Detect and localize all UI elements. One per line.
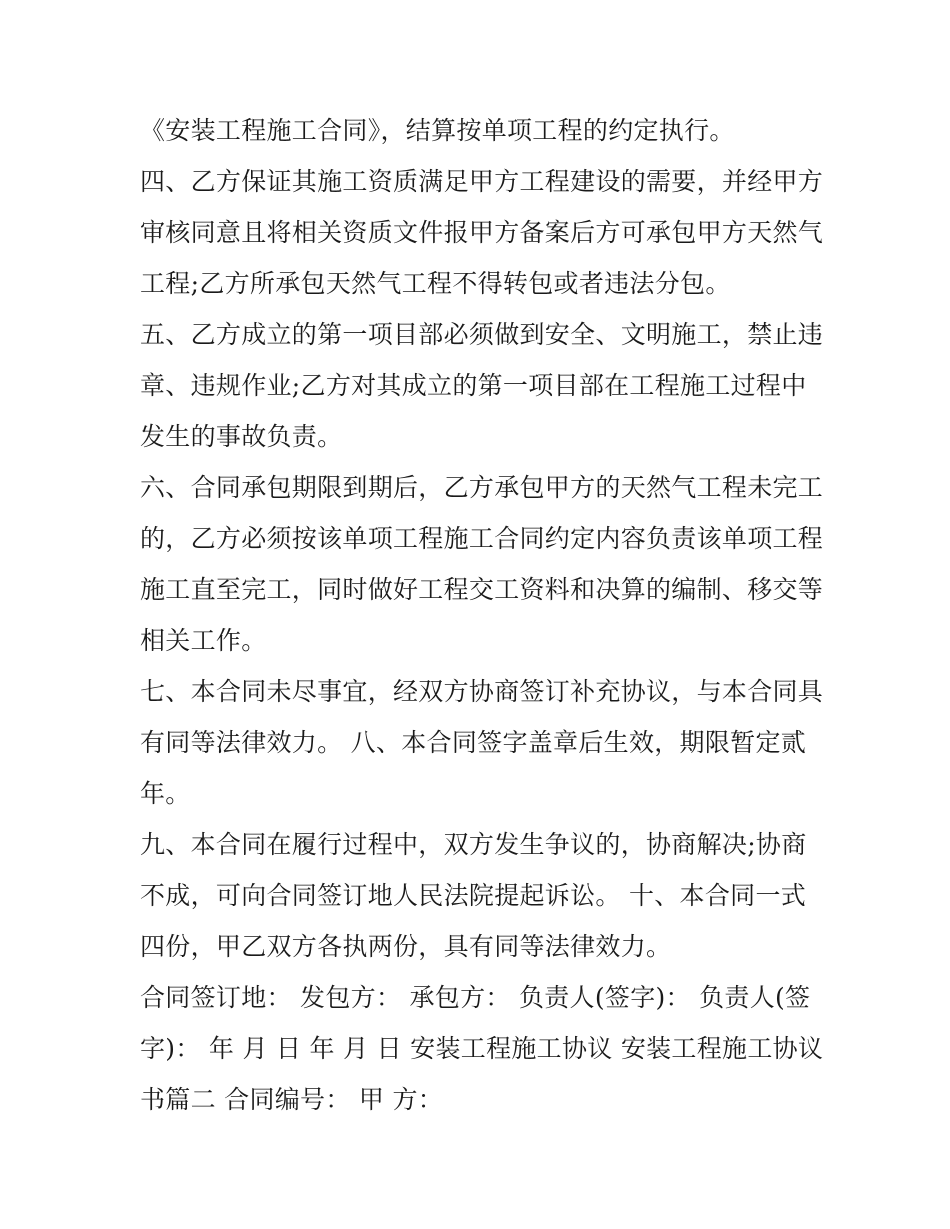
text-line: 有同等法律效力。 八、本合同签字盖章后生效，期限暂定贰 <box>140 728 807 757</box>
paragraph-clause-4 <box>140 156 824 309</box>
text-line: 发生的事故负责。 <box>140 422 343 451</box>
document-body <box>140 105 824 1125</box>
text-line: 审核同意且将相关资质文件报甲方备案后方可承包甲方天然气 <box>140 218 824 247</box>
paragraph-signature-block <box>140 972 824 1125</box>
text-line: 章、违规作业;乙方对其成立的第一项目部在工程施工过程中 <box>140 371 807 400</box>
paragraph-clause-6 <box>140 462 824 666</box>
text-line: 施工直至完工，同时做好工程交工资料和决算的编制、移交等 <box>140 575 824 604</box>
text-line: 相关工作。 <box>140 626 267 655</box>
text-line: 书篇二 合同编号： 甲 方： <box>140 1085 444 1114</box>
text-line: 年。 <box>140 779 191 808</box>
text-line: 不成，可向合同签订地人民法院提起诉讼。 十、本合同一式 <box>140 881 807 910</box>
paragraph-clause-5 <box>140 309 824 462</box>
text-line: 的，乙方必须按该单项工程施工合同约定内容负责该单项工程 <box>140 524 824 553</box>
text-line: 《安装工程施工合同》，结算按单项工程的约定执行。 <box>140 116 735 145</box>
text-line: 工程;乙方所承包天然气工程不得转包或者违法分包。 <box>140 269 731 298</box>
text-line: 九、本合同在履行过程中，双方发生争议的，协商解决;协商 <box>140 830 807 859</box>
paragraph-settlement <box>140 105 820 156</box>
paragraph-clause-9-10 <box>140 819 820 972</box>
paragraph-clause-7-8 <box>140 666 824 819</box>
text-line: 合同签订地： 发包方： 承包方： 负责人(签字)： 负责人(签 <box>140 983 811 1012</box>
text-line: 四、乙方保证其施工资质满足甲方工程建设的需要，并经甲方 <box>140 167 824 196</box>
text-line: 五、乙方成立的第一项目部必须做到安全、文明施工，禁止违 <box>140 320 824 349</box>
text-line: 七、本合同未尽事宜，经双方协商签订补充协议，与本合同具 <box>140 677 824 706</box>
text-line: 六、合同承包期限到期后，乙方承包甲方的天然气工程未完工 <box>140 473 824 502</box>
text-line: 字)： 年 月 日 年 月 日 安装工程施工协议 安装工程施工协议 <box>140 1034 824 1063</box>
text-line: 四份，甲乙双方各执两份，具有同等法律效力。 <box>140 932 672 961</box>
